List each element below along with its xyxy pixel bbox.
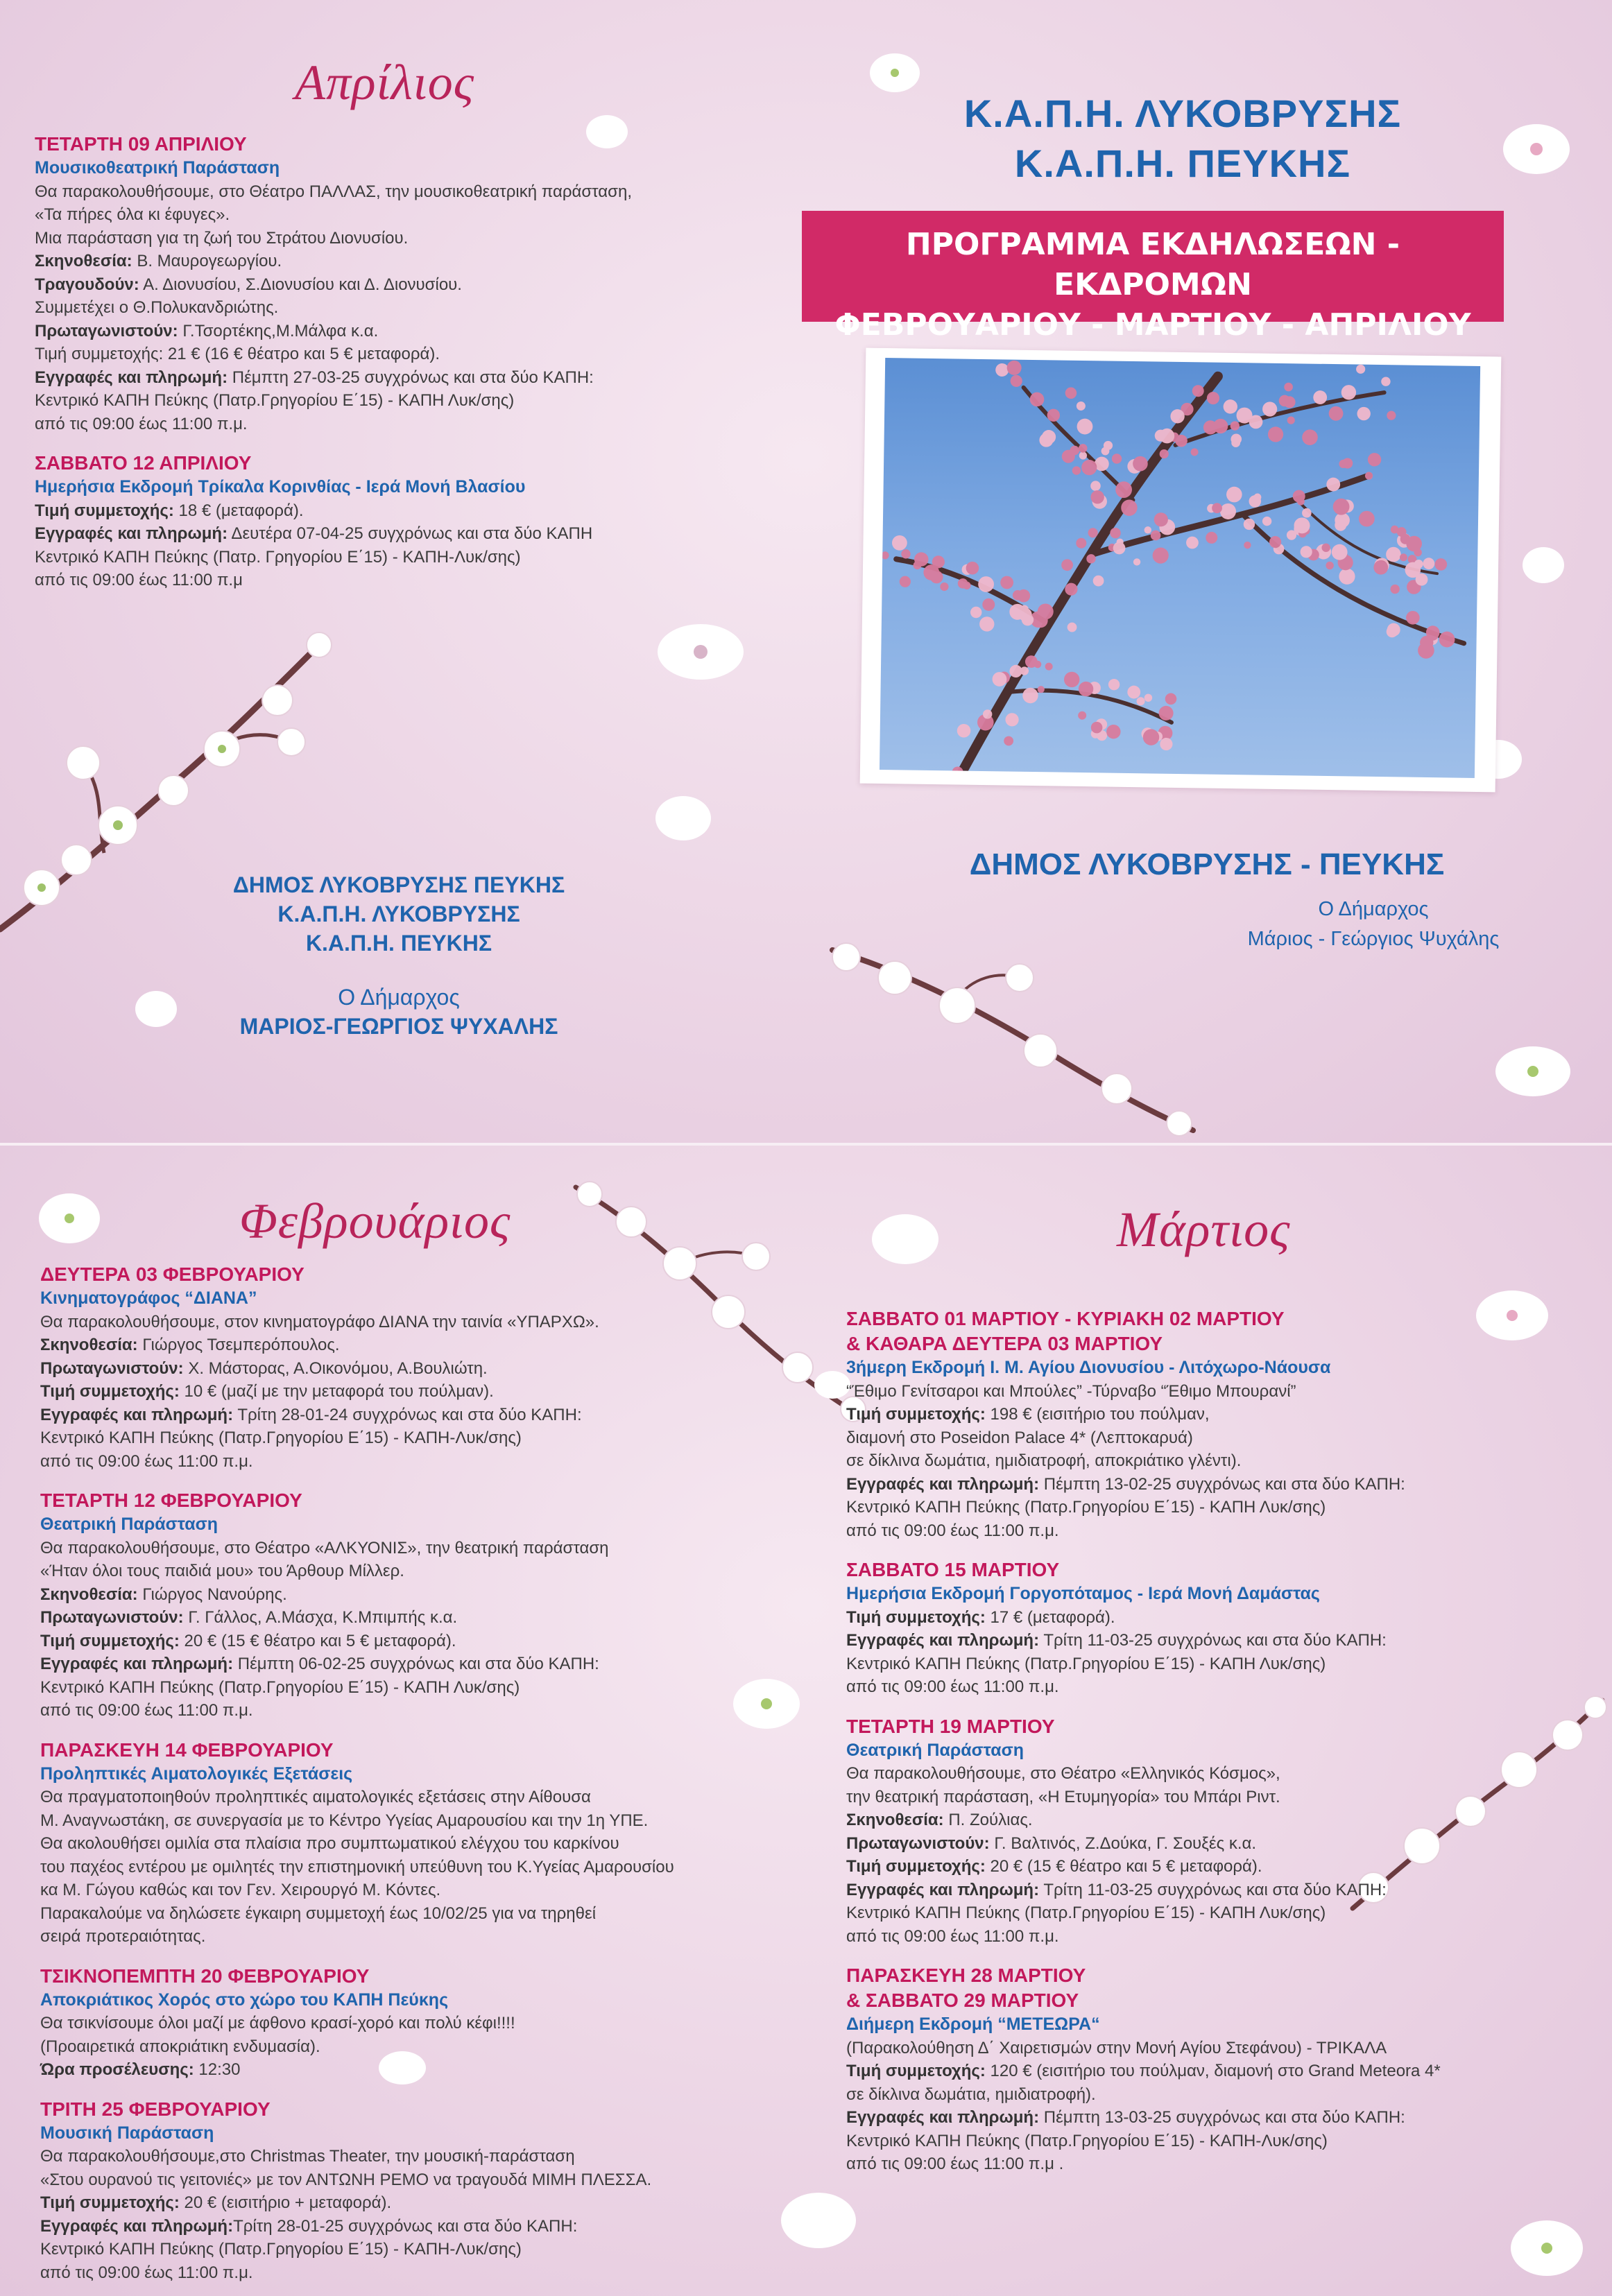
- detail-text: Τρίτη 11-03-25 συγχρόνως και στα δύο ΚΑΠΗ:: [1039, 1631, 1387, 1650]
- event-detail-line: [846, 1901, 1441, 1925]
- detail-text: Β. Μαυρογεωργίου.: [132, 252, 282, 270]
- event-detail-line: [35, 320, 632, 343]
- inner-spread: [0, 1143, 1612, 2296]
- event-detail-line: [40, 2035, 674, 2059]
- program-banner: [802, 211, 1504, 343]
- month-title-april: Απρίλιος: [295, 55, 475, 110]
- detail-text: 17 € (μεταφορά).: [985, 1607, 1115, 1627]
- month-title-february: Φεβρουάριος: [239, 1193, 511, 1249]
- event-detail-line: [846, 1380, 1441, 1404]
- detail-text: Γ. Γάλλος, Α.Μάσχα, Κ.Μπιμπής κ.α.: [183, 1608, 458, 1627]
- detail-label: Τιμή συμμετοχής:: [40, 1382, 180, 1401]
- detail-text: Θα παρακολουθήσουμε, στο Θέατρο «Ελληνικός Κόσμος»,: [846, 1764, 1280, 1783]
- detail-text: Κεντρικό ΚΑΠΗ Πεύκης (Πατρ.Γρηγορίου Ε΄15) - ΚΑΠΗ-Λυκ/σης): [40, 1428, 522, 1447]
- detail-label: Εγγραφές και πληρωμή:: [40, 1405, 234, 1424]
- event-detail-line: [40, 1676, 674, 1700]
- event-detail-line: [35, 522, 632, 546]
- petal-icon: [1519, 541, 1568, 589]
- event-title: Μουσική Παράσταση: [40, 2123, 214, 2143]
- detail-text: Κεντρικό ΚΑΠΗ Πεύκης (Πατρ.Γρηγορίου Ε΄15) - ΚΑΠΗ Λυκ/σης): [846, 1498, 1326, 1517]
- event-title: Μουσικοθεατρική Παράσταση: [35, 158, 280, 178]
- detail-text: Δευτέρα 07-04-25 συγχρόνως και στα δύο ΚΑΠΗ: [228, 524, 593, 543]
- event-detail-line: [40, 2215, 674, 2238]
- org-line-1: Κ.Α.Π.Η. ΛΥΚΟΒΡΥΣΗΣ: [963, 92, 1402, 135]
- detail-text: από τις 09:00 έως 11:00 π.μ.: [40, 1451, 253, 1471]
- event-item: [846, 1306, 1441, 1542]
- detail-label: Ώρα προσέλευσης:: [40, 2060, 194, 2079]
- detail-text: Θα τσικνίσουμε όλοι μαζί με άφθονο κρασί-χορό και πολύ κέφι!!!!: [40, 2014, 515, 2032]
- detail-label: Εγγραφές και πληρωμή:: [846, 1474, 1040, 1494]
- event-detail-line: [846, 1473, 1441, 1496]
- event-title: Θεατρική Παράσταση: [40, 1514, 218, 1534]
- petal-icon: [777, 2186, 860, 2255]
- detail-text: 120 € (εισιτήριο του πούλμαν, διαμονή στο Grand Meteora 4*: [985, 2062, 1441, 2080]
- detail-text: Π. Ζούλιας.: [943, 1811, 1033, 1829]
- event-detail-line: [40, 1380, 674, 1404]
- footer-line-3: Κ.Α.Π.Η. ΠΕΥΚΗΣ: [305, 931, 492, 956]
- detail-text: Θα παρακολουθήσουμε,στο Christmas Theater, την μουσική-παράσταση: [40, 2147, 575, 2166]
- detail-text: Θα παρακολουθήσουμε, στον κινηματογράφο ΔΙΑΝΑ την ταινία «ΥΠΑΡΧΩ».: [40, 1312, 599, 1331]
- petal-icon: [652, 617, 749, 687]
- month-title-march: Μάρτιος: [1117, 1202, 1291, 1257]
- event-detail-line: [35, 273, 632, 297]
- event-detail-line: [40, 1902, 674, 1926]
- event-detail-line: [846, 2106, 1441, 2130]
- detail-label: Σκηνοθεσία:: [35, 252, 132, 270]
- event-title: Κινηματογράφος “ΔΙΑΝΑ”: [40, 1288, 257, 1308]
- event-detail-line: [40, 1879, 674, 1902]
- detail-label: Τιμή συμμετοχής:: [846, 2062, 986, 2080]
- detail-text: Κεντρικό ΚΑΠΗ Πεύκης (Πατρ.Γρηγορίου Ε΄15) - ΚΑΠΗ-Λυκ/σης): [846, 2131, 1328, 2150]
- detail-text: 20 € (15 € θέατρο και 5 € μεταφορά).: [985, 1857, 1262, 1876]
- detail-text: Θα πραγματοποιηθούν προληπτικές αιματολογικές εξετάσεις στην Αίθουσα: [40, 1788, 591, 1806]
- event-date: ΣΑΒΒΑΤΟ 01 ΜΑΡΤΙΟΥ - ΚΥΡΙΑΚΗ 02 ΜΑΡΤΙΟΥ: [846, 1308, 1285, 1329]
- detail-label: Σκηνοθεσία:: [40, 1585, 138, 1604]
- detail-text: (Παρακολούθηση Δ΄ Χαιρετισμών στην Μονή Αγίου Στεφάνου) - ΤΡΙΚΑΛΑ: [846, 2038, 1387, 2057]
- event-detail-line: [40, 1786, 674, 1809]
- detail-text: Κεντρικό ΚΑΠΗ Πεύκης (Πατρ. Γρηγορίου Ε΄15) - ΚΑΠΗ-Λυκ/σης): [35, 547, 521, 567]
- petal-icon: [1505, 2213, 1588, 2283]
- event-detail-line: [846, 1832, 1441, 1856]
- event-detail-line: [846, 2083, 1441, 2107]
- event-detail-line: [35, 389, 632, 413]
- cherry-blossom-photo-frame: [860, 348, 1502, 793]
- mayor-title: Ο Δήμαρχος: [1318, 898, 1429, 920]
- event-title: 3ήμερη Εκδρομή Ι. Μ. Αγίου Διονυσίου - Λιτόχωρο-Νάουσα: [846, 1358, 1331, 1377]
- detail-text: «Ήταν όλοι τους παιδιά μου» του Άρθουρ Μίλλερ.: [40, 1562, 404, 1580]
- petal-icon: [1491, 1040, 1575, 1103]
- event-detail-line: [846, 1675, 1441, 1699]
- detail-label: Εγγραφές και πληρωμή:: [846, 2108, 1040, 2127]
- detail-text: 18 € (μεταφορά).: [173, 501, 304, 520]
- february-events: [40, 1262, 674, 2296]
- detail-text: Πέμπτη 13-02-25 συγχρόνως και στα δύο ΚΑΠΗ:: [1039, 1474, 1405, 1494]
- detail-label: Πρωταγωνιστούν:: [40, 1358, 184, 1378]
- event-detail-line: [40, 2168, 674, 2192]
- detail-text: Θα ακολουθήσει ομιλία στα πλαίσια προ συμπτωματικού ελέγχου του καρκίνου: [40, 1834, 619, 1853]
- event-detail-line: [846, 2152, 1441, 2176]
- event-detail-line: [846, 1629, 1441, 1652]
- detail-text: Τιμή συμμετοχής: 21 € (16 € θέατρο και 5 € μεταφορά).: [35, 345, 440, 363]
- detail-text: Γ. Βαλτινός, Ζ.Δούκα, Γ. Σουξές κ.α.: [989, 1833, 1257, 1853]
- event-detail-line: [40, 2191, 674, 2215]
- petal-icon: [867, 1208, 943, 1270]
- event-detail-line: [35, 413, 632, 436]
- event-detail-line: [846, 1786, 1441, 1809]
- detail-text: από τις 09:00 έως 11:00 π.μ.: [846, 1677, 1059, 1696]
- event-title: Ημερήσια Εκδρομή Τρίκαλα Κορινθίας - Ιερά Μονή Βλασίου: [35, 477, 526, 497]
- event-detail-line: [35, 499, 632, 523]
- petal-icon: [35, 1187, 104, 1250]
- detail-text: (Προαιρετικά αποκριάτικη ενδυμασία).: [40, 2037, 320, 2056]
- banner-line-2: ΦΕΒΡΟΥΑΡΙΟΥ - ΜΑΡΤΙΟΥ - ΑΠΡΙΛΙΟΥ: [834, 307, 1471, 343]
- org-line-2: Κ.Α.Π.Η. ΠΕΥΚΗΣ: [1014, 141, 1351, 185]
- event-title: Διήμερη Εκδρομή “ΜΕΤΕΩΡΑ“: [846, 2014, 1100, 2034]
- detail-text: Κεντρικό ΚΑΠΗ Πεύκης (Πατρ.Γρηγορίου Ε΄15) - ΚΑΠΗ-Λυκ/σης): [40, 2240, 522, 2259]
- event-item: [846, 1557, 1441, 1699]
- event-detail-line: [40, 1606, 674, 1630]
- event-detail-line: [40, 1809, 674, 1833]
- event-date: ΠΑΡΑΣΚΕΥΗ 28 ΜΑΡΤΙΟΥ: [846, 1965, 1086, 1986]
- event-detail-line: [40, 2012, 674, 2035]
- event-detail-line: [846, 1762, 1441, 1786]
- event-detail-line: [846, 1496, 1441, 1519]
- event-detail-line: [40, 1630, 674, 1653]
- detail-label: Τιμή συμμετοχής:: [40, 2193, 180, 2212]
- detail-label: Τιμή συμμετοχής:: [846, 1405, 986, 1424]
- event-date-continued: & ΣΑΒΒΑΤΟ 29 ΜΑΡΤΙΟΥ: [846, 1989, 1079, 2011]
- detail-text: Μια παράσταση για τη ζωή του Στράτου Διονυσίου.: [35, 228, 409, 248]
- petal-icon: [1498, 118, 1575, 180]
- detail-label: Εγγραφές και πληρωμή:: [846, 1631, 1040, 1650]
- detail-text: Τρίτη 28-01-24 συγχρόνως και στα δύο ΚΑΠΗ:: [233, 1405, 582, 1424]
- event-detail-line: [35, 366, 632, 390]
- event-detail-line: [35, 296, 632, 320]
- footer-line-2: Κ.Α.Π.Η. ΛΥΚΟΒΡΥΣΗΣ: [277, 901, 520, 926]
- detail-text: Τρίτη 28-01-25 συγχρόνως και στα δύο ΚΑΠΗ:: [233, 2216, 578, 2236]
- detail-text: Κεντρικό ΚΑΠΗ Πεύκης (Πατρ.Γρηγορίου Ε΄15) - ΚΑΠΗ Λυκ/σης): [35, 391, 515, 410]
- front-spread: [0, 0, 1612, 1143]
- detail-text: 12:30: [194, 2060, 241, 2079]
- event-detail-line: [35, 569, 632, 592]
- detail-text: από τις 09:00 έως 11:00 π.μ .: [846, 2155, 1064, 2173]
- event-detail-line: [40, 1450, 674, 1474]
- event-detail-line: [40, 1404, 674, 1427]
- detail-text: διαμονή στο Poseidon Palace 4* (Λεπτοκαρυά): [846, 1428, 1193, 1447]
- detail-label: Τραγουδούν:: [35, 275, 139, 294]
- event-date-continued: & ΚΑΘΑΡΑ ΔΕΥΤΕΡΑ 03 ΜΑΡΤΙΟΥ: [846, 1333, 1163, 1354]
- municipality-title: ΔΗΜΟΣ ΛΥΚΟΒΡΥΣΗΣ - ΠΕΥΚΗΣ: [969, 847, 1445, 881]
- event-detail-line: [846, 2037, 1441, 2060]
- event-detail-line: [846, 1809, 1441, 1832]
- cherry-blossom-photo: [880, 358, 1480, 778]
- event-detail-line: [35, 227, 632, 250]
- mayor-name: Μάριος - Γεώργιος Ψυχάλης: [1247, 928, 1500, 950]
- detail-text: Γιώργος Νανούρης.: [137, 1585, 287, 1604]
- detail-text: 20 € (15 € θέατρο και 5 € μεταφορά).: [179, 1631, 456, 1650]
- event-detail-line: [40, 2238, 674, 2261]
- event-item: [35, 132, 632, 435]
- detail-text: Μ. Αναγνωστάκη, σε συνεργασία με το Κέντρο Υγείας Αμαρουσίου και την 1η ΥΠΕ.: [40, 1811, 649, 1830]
- detail-text: Γ.Τσορτέκης,Μ.Μάλφα κ.α.: [178, 321, 379, 340]
- detail-label: Πρωταγωνιστούν:: [35, 321, 178, 340]
- event-detail-line: [40, 1856, 674, 1879]
- detail-label: Εγγραφές και πληρωμή:: [40, 2216, 234, 2236]
- event-title: Αποκριάτικος Χορός στο χώρο του ΚΑΠΗ Πεύκης: [40, 1989, 449, 2010]
- event-detail-line: [846, 1449, 1441, 1473]
- event-detail-line: [35, 546, 632, 569]
- detail-label: Τιμή συμμετοχής:: [846, 1607, 986, 1627]
- detail-label: Εγγραφές και πληρωμή:: [40, 1655, 234, 1673]
- detail-text: από τις 09:00 έως 11:00 π.μ.: [40, 1701, 253, 1720]
- detail-text: Θα παρακολουθήσουμε, στο Θέατρο ΠΑΛΛΑΣ, την μουσικοθεατρική παράσταση,: [35, 182, 632, 201]
- detail-text: Κεντρικό ΚΑΠΗ Πεύκης (Πατρ.Γρηγορίου Ε΄15) - ΚΑΠΗ Λυκ/σης): [846, 1654, 1326, 1673]
- detail-text: 10 € (μαζί με την μεταφορά του πούλμαν).: [179, 1382, 494, 1401]
- petal-icon: [652, 791, 714, 846]
- event-detail-line: [40, 1699, 674, 1723]
- blossom-branch-right-icon: [818, 929, 1207, 1137]
- event-detail-line: [35, 250, 632, 273]
- detail-text: σειρά προτεραιότητας.: [40, 1927, 206, 1946]
- detail-label: Σκηνοθεσία:: [846, 1811, 944, 1829]
- cover-org-header: [898, 89, 1467, 189]
- event-detail-line: [40, 1333, 674, 1357]
- blossom-tree-illustration-icon: [880, 358, 1480, 778]
- detail-text: 20 € (εισιτήριο + μεταφορά).: [179, 2193, 392, 2212]
- event-date: ΤΕΤΑΡΤΗ 19 ΜΑΡΤΙΟΥ: [846, 1715, 1055, 1737]
- detail-label: Σκηνοθεσία:: [40, 1336, 138, 1354]
- event-detail-line: [40, 1925, 674, 1949]
- detail-text: Γιώργος Τσεμπερόπουλος.: [137, 1336, 340, 1354]
- cover-mayor: [1138, 895, 1609, 954]
- event-detail-line: [40, 1652, 674, 1676]
- detail-text: από τις 09:00 έως 11:00 π.μ.: [35, 414, 248, 433]
- event-detail-line: [35, 343, 632, 366]
- april-events: [35, 132, 632, 607]
- footer-line-1: ΔΗΜΟΣ ΛΥΚΟΒΡΥΣΗΣ ΠΕΥΚΗΣ: [232, 872, 565, 897]
- detail-text: Α. Διονυσίου, Σ.Διονυσίου και Δ. Διονυσίου.: [139, 275, 462, 294]
- detail-text: Πέμπτη 27-03-25 συγχρόνως και στα δύο ΚΑΠΗ:: [228, 368, 594, 387]
- detail-text: από τις 09:00 έως 11:00 π.μ.: [846, 1926, 1059, 1946]
- petal-icon: [1470, 1284, 1554, 1347]
- detail-text: Κεντρικό ΚΑΠΗ Πεύκης (Πατρ.Γρηγορίου Ε΄15) - ΚΑΠΗ Λυκ/σης): [40, 1677, 520, 1697]
- detail-label: Εγγραφές και πληρωμή:: [35, 368, 228, 387]
- detail-text: από τις 09:00 έως 11:00 π.μ: [35, 571, 243, 589]
- petal-icon: [728, 1673, 805, 1735]
- detail-text: Συμμετέχει ο Θ.Πολυκανδριώτης.: [35, 298, 279, 317]
- event-detail-line: [40, 1357, 674, 1381]
- event-detail-line: [35, 180, 632, 204]
- detail-text: σε δίκλινα δωμάτια, ημιδιατροφή, αποκριάτικο γλέντι).: [846, 1451, 1242, 1470]
- event-item: [40, 1964, 674, 2082]
- event-date: ΤΕΤΑΡΤΗ 12 ΦΕΒΡΟΥΑΡΙΟΥ: [40, 1490, 302, 1511]
- detail-text: «Τα πήρες όλα κι έφυγες».: [35, 205, 230, 224]
- event-date: ΣΑΒΒΑΤΟ 12 ΑΠΡΙΛΙΟΥ: [35, 452, 252, 474]
- event-item: [40, 1262, 674, 1473]
- detail-text: «Στου ουρανού τις γειτονιές» με τον ΑΝΤΩΝΗ ΡΕΜΟ να τραγουδά ΜΙΜΗ ΠΛΕΣΣΑ.: [40, 2170, 652, 2189]
- event-detail-line: [846, 1925, 1441, 1949]
- detail-text: Πέμπτη 06-02-25 συγχρόνως και στα δύο ΚΑΠΗ:: [233, 1655, 599, 1673]
- detail-text: Τρίτη 11-03-25 συγχρόνως και στα δύο ΚΑΠΗ:: [1039, 1880, 1387, 1899]
- detail-text: Παρακαλούμε να δηλώσετε έγκαιρη συμμετοχή έως 10/02/25 για να τηρηθεί: [40, 1904, 597, 1923]
- event-title: Προληπτικές Αιματολογικές Εξετάσεις: [40, 1763, 353, 1784]
- event-detail-line: [35, 203, 632, 227]
- detail-text: του παχέος εντέρου με ομιλητές την επιστημονική υπεύθυνη του Κ.Υγείας Αμαρουσίου: [40, 1857, 674, 1876]
- detail-text: την θεατρική παράσταση, «Η Ετυμηγορία» του Μπάρι Ριντ.: [846, 1787, 1280, 1806]
- event-date: ΣΑΒΒΑΤΟ 15 ΜΑΡΤΙΟΥ: [846, 1559, 1060, 1580]
- detail-label: Τιμή συμμετοχής:: [846, 1857, 986, 1876]
- back-cover-footer: [166, 870, 631, 1041]
- event-item: [35, 451, 632, 592]
- event-date: ΠΑΡΑΣΚΕΥΗ 14 ΦΕΒΡΟΥΑΡΙΟΥ: [40, 1738, 334, 1761]
- event-title: Θεατρική Παράσταση: [846, 1740, 1024, 1760]
- detail-label: Τιμή συμμετοχής:: [35, 501, 174, 520]
- detail-text: κα Μ. Γώγου καθώς και τον Γεν. Χειρουργό Μ. Κόντες.: [40, 1881, 441, 1899]
- event-item: [40, 2097, 674, 2285]
- event-detail-line: [846, 2060, 1441, 2083]
- event-detail-line: [846, 1519, 1441, 1543]
- event-detail-line: [40, 1537, 674, 1560]
- event-date: ΤΡΙΤΗ 25 ΦΕΒΡΟΥΑΡΙΟΥ: [40, 2098, 271, 2120]
- march-events: [846, 1306, 1441, 2191]
- event-item: [40, 1738, 674, 1949]
- event-detail-line: [40, 2261, 674, 2285]
- event-detail-line: [846, 1426, 1441, 1450]
- event-detail-line: [40, 1583, 674, 1607]
- event-item: [846, 1963, 1441, 2176]
- detail-text: Θα παρακολουθήσουμε, στο Θέατρο «ΑΛΚΥΟΝΙΣ», την θεατρική παράσταση: [40, 1538, 609, 1557]
- detail-text: 198 € (εισιτήριο του πούλμαν,: [985, 1405, 1210, 1424]
- event-detail-line: [40, 1560, 674, 1583]
- event-detail-line: [846, 1606, 1441, 1630]
- detail-text: “Έθιμο Γενίτσαροι και Μπούλες” -Τύρναβο “Έθιμο Μπουρανί”: [846, 1381, 1296, 1401]
- event-detail-line: [40, 1426, 674, 1450]
- event-detail-line: [846, 1403, 1441, 1426]
- detail-label: Πρωταγωνιστούν:: [40, 1608, 184, 1627]
- footer-mayor-title: Ο Δήμαρχος: [338, 985, 460, 1010]
- event-date: ΤΕΤΑΡΤΗ 09 ΑΠΡΙΛΙΟΥ: [35, 133, 247, 155]
- event-detail-line: [846, 1879, 1441, 1902]
- detail-label: Πρωταγωνιστούν:: [846, 1833, 990, 1853]
- detail-text: από τις 09:00 έως 11:00 π.μ.: [40, 2263, 253, 2282]
- detail-text: Πέμπτη 13-03-25 συγχρόνως και στα δύο ΚΑΠΗ:: [1039, 2108, 1405, 2127]
- event-detail-line: [846, 1855, 1441, 1879]
- detail-text: σε δίκλινα δωμάτια, ημιδιατροφή).: [846, 2084, 1096, 2104]
- event-title: Ημερήσια Εκδρομή Γοργοπόταμος - Ιερά Μονή Δαμάστας: [846, 1584, 1320, 1603]
- event-detail-line: [40, 2058, 674, 2082]
- event-detail-line: [40, 2145, 674, 2168]
- detail-text: Χ. Μάστορας, Α.Οικονόμου, Α.Βουλιώτη.: [183, 1358, 488, 1378]
- event-item: [846, 1714, 1441, 1949]
- event-date: ΔΕΥΤΕΡΑ 03 ΦΕΒΡΟΥΑΡΙΟΥ: [40, 1263, 305, 1285]
- event-item: [40, 1488, 674, 1723]
- event-date: ΤΣΙΚΝΟΠΕΜΠΤΗ 20 ΦΕΒΡΟΥΑΡΙΟΥ: [40, 1965, 370, 1987]
- detail-label: Εγγραφές και πληρωμή:: [846, 1880, 1040, 1899]
- event-detail-line: [846, 1652, 1441, 1676]
- detail-label: Εγγραφές και πληρωμή:: [35, 524, 228, 543]
- event-detail-line: [846, 2130, 1441, 2153]
- banner-line-1: ΠΡΟΓΡΑΜΜΑ ΕΚΔΗΛΩΣΕΩΝ - ΕΚΔΡΟΜΩΝ: [905, 227, 1400, 302]
- event-detail-line: [40, 1832, 674, 1856]
- event-detail-line: [40, 1311, 674, 1334]
- detail-label: Τιμή συμμετοχής:: [40, 1631, 180, 1650]
- detail-text: από τις 09:00 έως 11:00 π.μ.: [846, 1521, 1059, 1540]
- detail-text: Κεντρικό ΚΑΠΗ Πεύκης (Πατρ.Γρηγορίου Ε΄15) - ΚΑΠΗ Λυκ/σης): [846, 1904, 1326, 1922]
- footer-mayor-name: ΜΑΡΙΟΣ-ΓΕΩΡΓΙΟΣ ΨΥΧΑΛΗΣ: [239, 1014, 558, 1039]
